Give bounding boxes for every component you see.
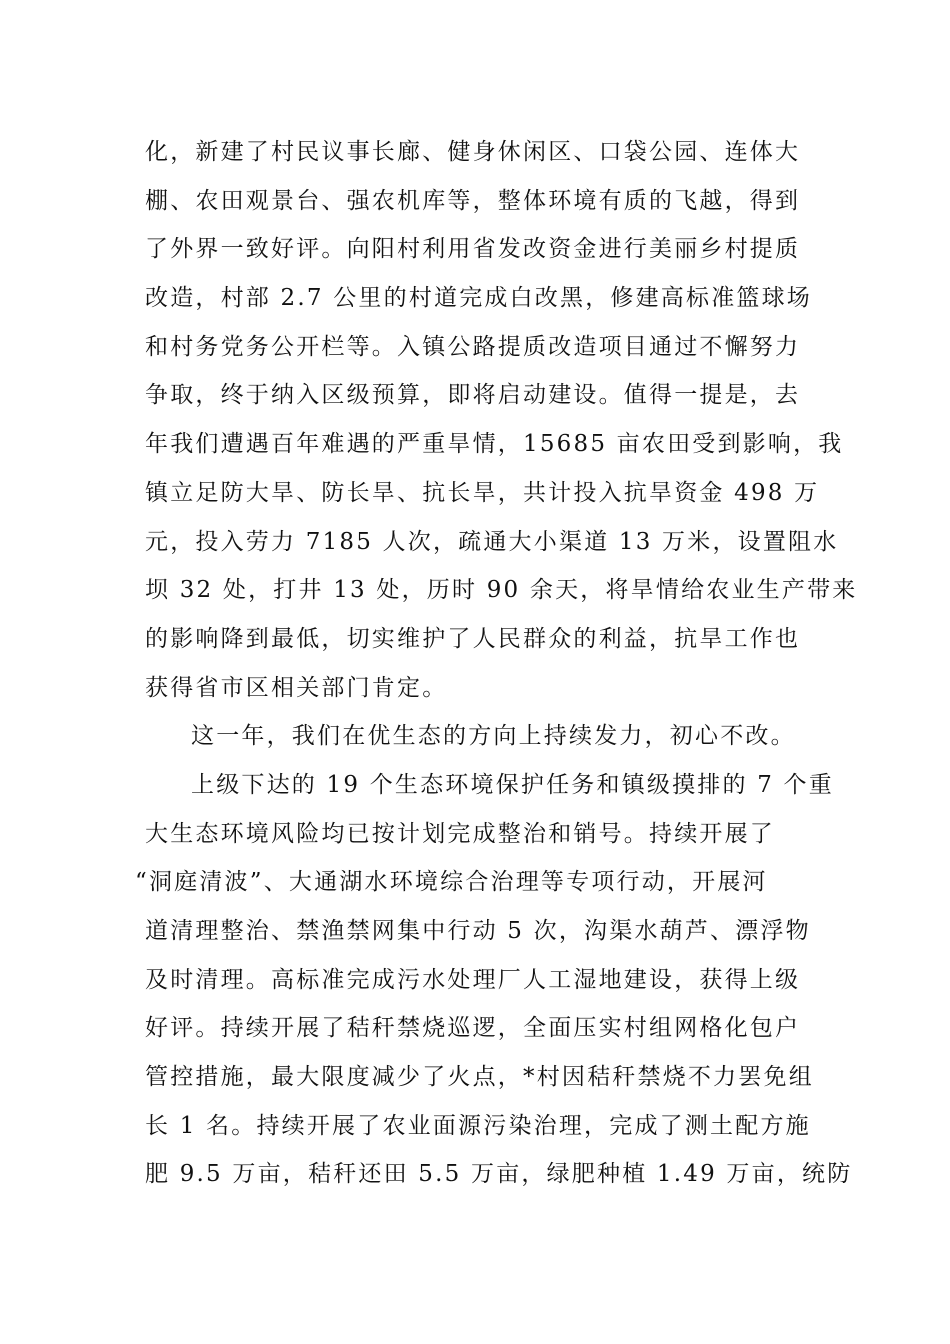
text-line: 化，新建了村民议事长廊、健身休闲区、口袋公园、连体大	[145, 139, 801, 165]
text-line: 了外界一致好评。向阳村利用省发改资金进行美丽乡村提质	[145, 236, 801, 263]
text-line: 好评。持续开展了秸秆禁烧巡逻，全面压实村组网格化包户	[145, 1015, 801, 1042]
text-line: 长 1 名。持续开展了农业面源污染治理，完成了测土配方施	[145, 1112, 811, 1139]
text-line: 和村务党务公开栏等。入镇公路提质改造项目通过不懈努力	[145, 333, 801, 360]
text-line: 及时清理。高标准完成污水处理厂人工湿地建设，获得上级	[145, 966, 801, 993]
text-line: 肥 9.5 万亩，秸秆还田 5.5 万亩，绿肥种植 1.49 万亩，统防	[145, 1161, 853, 1188]
text-line: 的影响降到最低，切实维护了人民群众的利益，抗旱工作也	[145, 625, 801, 652]
text-line: 坝 32 处，打井 13 处，历时 90 余天，将旱情给农业生产带来	[145, 577, 858, 604]
text-line: 管控措施，最大限度减少了火点，*村因秸秆禁烧不力罢免组	[145, 1064, 814, 1091]
text-line: 镇立足防大旱、防长旱、抗长旱，共计投入抗旱资金 498 万	[145, 479, 820, 506]
text-line: 道清理整治、禁渔禁网集中行动 5 次，沟渠水葫芦、漂浮物	[145, 918, 811, 944]
text-line: 改造，村部 2.7 公里的村道完成白改黑，修建高标准篮球场	[145, 285, 812, 312]
text-line: 争取，终于纳入区级预算，即将启动建设。值得一提是，去	[145, 382, 801, 409]
text-line: 年我们遭遇百年难遇的严重旱情，15685 亩农田受到影响，我	[145, 431, 844, 458]
text-line: 大生态环境风险均已按计划完成整治和销号。持续开展了	[145, 820, 775, 847]
text-line: 元，投入劳力 7185 人次，疏通大小渠道 13 万米，设置阻水	[145, 528, 839, 555]
body-text	[135, 128, 858, 1199]
text-line: 棚、农田观景台、强农机库等，整体环境有质的飞越，得到	[145, 187, 801, 214]
text-line: 获得省市区相关部门肯定。	[145, 674, 448, 701]
text-line: “洞庭清波”、大通湖水环境综合治理等专项行动，开展河	[135, 869, 768, 896]
paragraph-first-line: 上级下达的 19 个生态环境保护任务和镇级摸排的 7 个重	[191, 771, 834, 798]
paragraph-first-line: 这一年，我们在优生态的方向上持续发力，初心不改。	[191, 723, 796, 750]
